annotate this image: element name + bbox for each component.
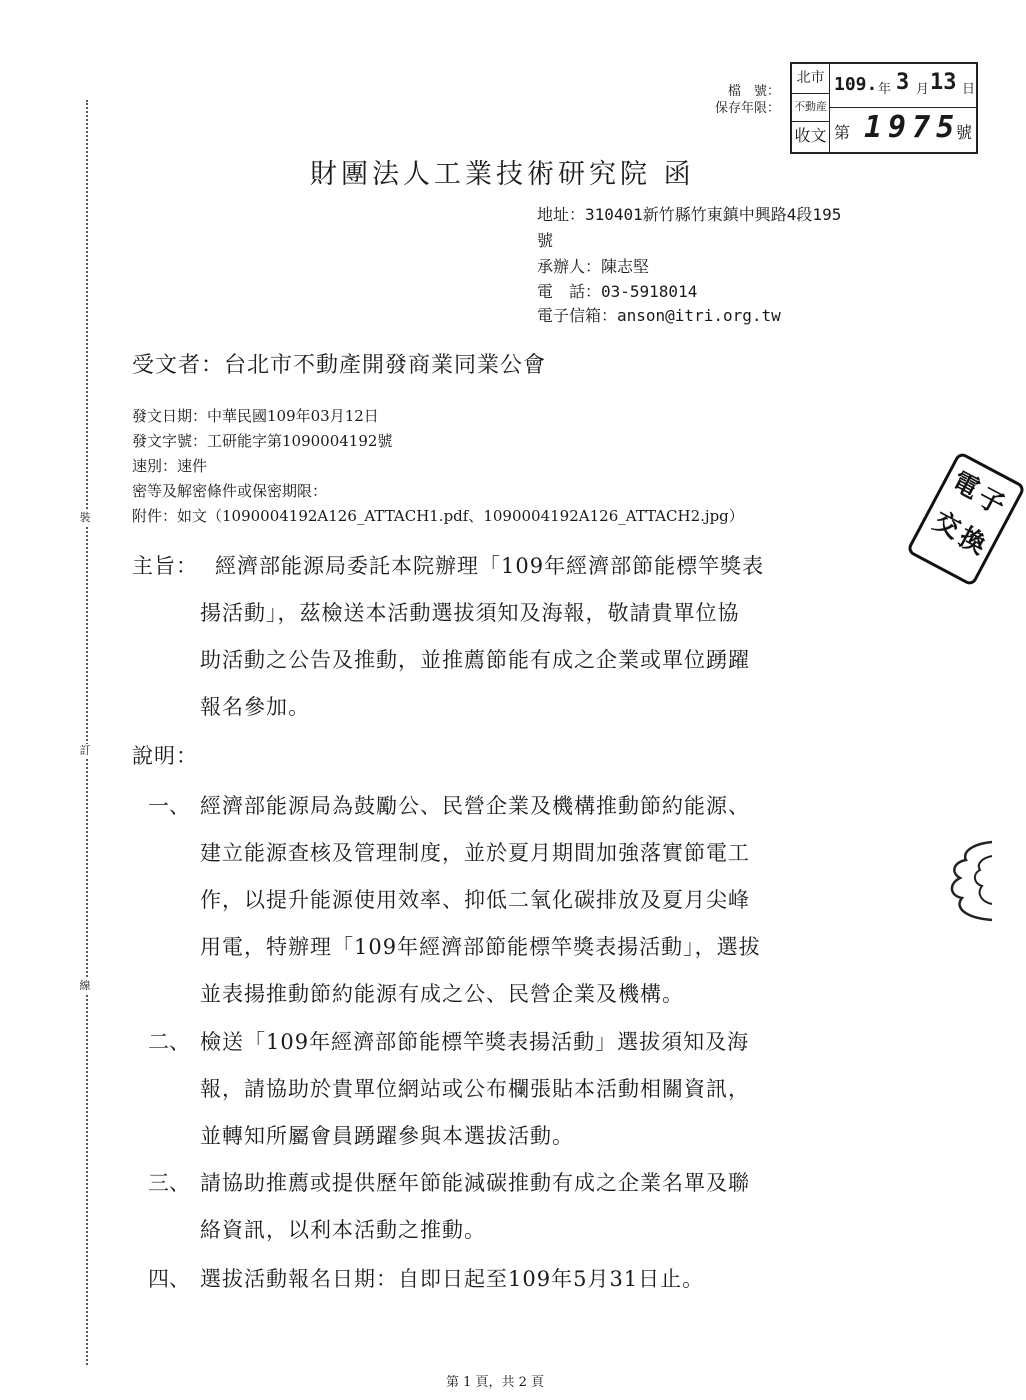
stamp-city: 北市 — [792, 64, 830, 94]
item-line: 並表揚推動節約能源有成之公、民營企業及機構。 — [200, 982, 684, 1006]
binding-mark-middle: 訂 — [74, 744, 96, 758]
issue-date: 發文日期：中華民國109年03月12日 — [132, 407, 379, 425]
item-line: 經濟部能源局為鼓勵公、民營企業及機構推動節約能源、 — [200, 794, 750, 818]
item-line: 絡資訊，以利本活動之推動。 — [200, 1218, 486, 1242]
stamp-char: 電 — [946, 466, 985, 506]
receipt-stamp — [790, 62, 978, 154]
recipient: 受文者：台北市不動產開發商業同業公會 — [132, 353, 547, 378]
stamp-date-row — [830, 64, 976, 108]
page-footer: 第 1 頁，共 2 頁 — [445, 1375, 545, 1390]
item-number: 二、 — [148, 1030, 190, 1054]
stamp-month-unit: 月 — [916, 82, 930, 97]
delivery-speed: 速別：速件 — [132, 457, 208, 475]
stamp-year: 109. — [834, 74, 878, 95]
document-number: 發文字號：工研能字第1090004192號 — [132, 432, 393, 450]
file-number-label: 檔 號： — [727, 84, 780, 99]
attachments: 附件：如文（1090004192A126_ATTACH1.pdf、1090004192A126_ATTACH2.jpg） — [132, 507, 744, 525]
subject-line: 報名參加。 — [200, 695, 310, 719]
stamp-association: 不動産 — [792, 94, 830, 122]
secrecy-level: 密等及解密條件或保密期限： — [132, 482, 328, 500]
item-number: 一、 — [148, 794, 190, 818]
item-line: 建立能源查核及管理制度，並於夏月期間加強落實節電工 — [200, 841, 750, 865]
binding-mark-top: 裝 — [74, 511, 96, 525]
subject-label: 主旨： — [132, 554, 198, 578]
electronic-exchange-stamp — [906, 451, 1026, 587]
stamp-char: 子 — [972, 482, 1010, 522]
retention-period-label: 保存年限： — [714, 101, 780, 116]
binding-dotted-line — [86, 100, 88, 1365]
item-line: 選拔活動報名日期：自即日起至109年5月31日止。 — [200, 1267, 705, 1291]
stamp-day-unit: 日 — [962, 82, 976, 97]
address-line-2: 號 — [537, 231, 554, 250]
item-line: 用電，特辦理「109年經濟部節能標竿獎表揚活動」，選拔 — [200, 935, 761, 959]
item-line: 請協助推薦或提供歷年節能減碳推動有成之企業名單及聯 — [200, 1171, 750, 1195]
subject-line: 揚活動」，茲檢送本活動選拔須知及海報，敬請貴單位協 — [200, 601, 740, 625]
subject-line: 助活動之公告及推動，並推薦節能有成之企業或單位踴躍 — [200, 648, 750, 672]
stamp-year-unit: 年 — [878, 82, 892, 97]
stamp-char: 換 — [953, 522, 991, 561]
subject-line: 經濟部能源局委託本院辦理「109年經濟部節能標竿獎表 — [215, 554, 765, 578]
stamp-number-suffix: 號 — [956, 123, 973, 142]
stamp-number-row — [830, 108, 976, 152]
handler: 承辦人：陳志堅 — [537, 257, 650, 276]
address-line-1: 地址：310401新竹縣竹東鎮中興路4段195 — [537, 205, 842, 224]
item-line: 並轉知所屬會員踴躍參與本選拔活動。 — [200, 1124, 574, 1148]
item-line: 檢送「109年經濟部節能標竿獎表揚活動」選拔須知及海 — [200, 1030, 750, 1054]
item-number: 三、 — [148, 1171, 190, 1195]
email: 電子信箱：anson@itri.org.tw — [537, 306, 781, 325]
stamp-number: 1975 — [864, 110, 961, 145]
phone: 電 話：03-5918014 — [537, 282, 698, 301]
stamp-char: 交 — [928, 506, 966, 546]
stamp-receive-label: 收文 — [792, 122, 830, 152]
stamp-number-prefix: 第 — [834, 123, 851, 142]
item-number: 四、 — [148, 1267, 190, 1291]
org-title: 財團法人工業技術研究院 函 — [310, 159, 695, 190]
stamp-day: 13 — [930, 70, 957, 95]
stamp-month: 3 — [896, 70, 910, 95]
seal-fragment-icon — [942, 838, 992, 924]
explanation-label: 說明： — [132, 744, 198, 768]
item-line: 報，請協助於貴單位網站或公布欄張貼本活動相關資訊， — [200, 1077, 750, 1101]
binding-mark-bottom: 線 — [74, 979, 96, 993]
item-line: 作，以提升能源使用效率、抑低二氧化碳排放及夏月尖峰 — [200, 888, 750, 912]
